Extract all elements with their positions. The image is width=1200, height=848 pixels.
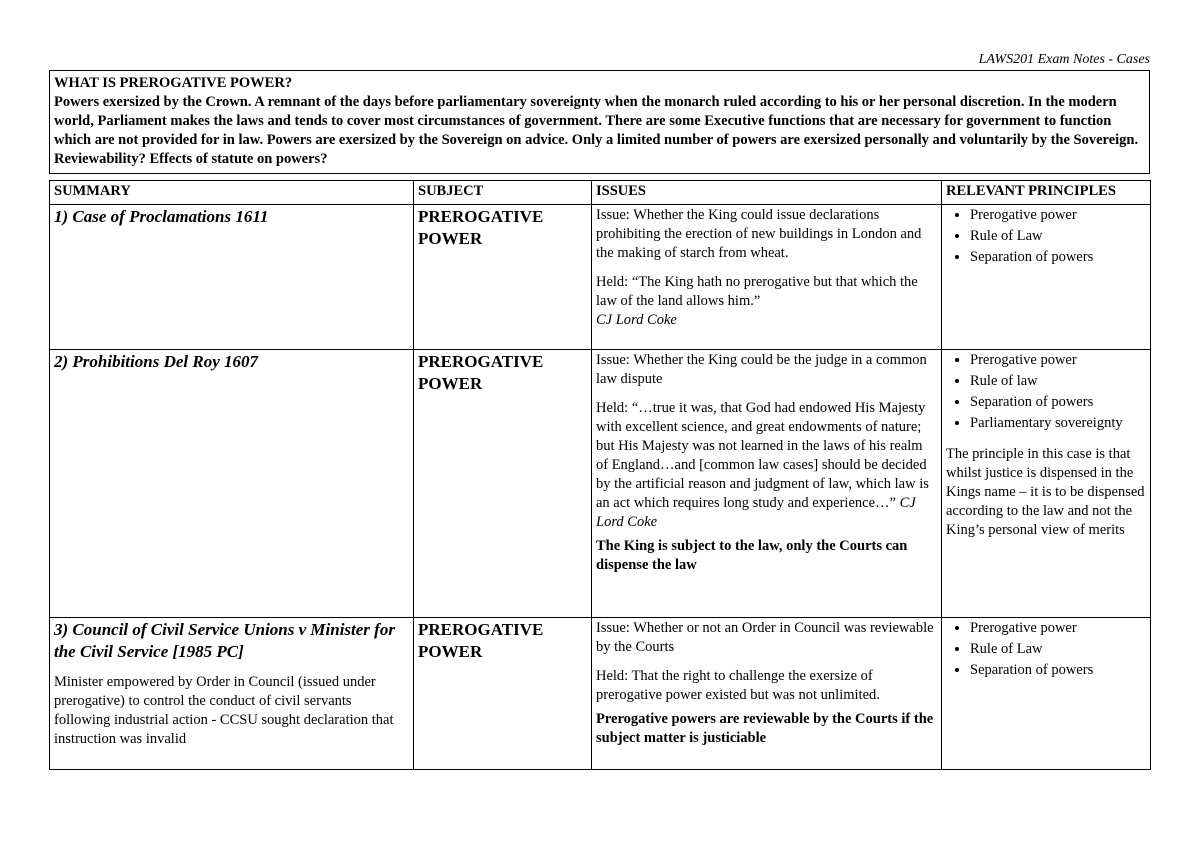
table-row (50, 205, 1151, 350)
principle-item: • Separation of powers (970, 661, 1146, 680)
page-header: LAWS201 Exam Notes - Cases (978, 52, 1150, 67)
subject-cell (414, 350, 592, 618)
summary-cell (50, 618, 414, 770)
principle-item: • Rule of Law (970, 227, 1146, 246)
principle-item: • Separation of powers (970, 248, 1146, 267)
principle-item: • Rule of law (970, 372, 1146, 391)
principle-item: • Parliamentary sovereignty (970, 414, 1146, 433)
held-text: Held: “…true it was, that God had endowed His Majesty with excellent science, and great endowments of nature; but His Majesty was not learned in the laws of his realm of England…and [common law cases] should be decided by the artificial reason and judgment of law, which law is an act which requires long study and experience…” (596, 400, 929, 511)
issues-cell (592, 350, 942, 618)
judge-name: CJ Lord Coke (596, 495, 916, 530)
judge-name: CJ Lord Coke (596, 312, 677, 328)
summary-cell (50, 350, 414, 618)
principles-list (946, 206, 1146, 267)
issues-cell (592, 618, 942, 770)
principle-item: • Prerogative power (970, 351, 1146, 370)
summary-cell (50, 205, 414, 350)
table-row (50, 618, 1151, 770)
principles-list (946, 619, 1146, 680)
subject-cell (414, 205, 592, 350)
issue-text: Issue: Whether the King could issue declarations prohibiting the erection of new buildings in London and the making of starch from wheat. (596, 207, 922, 261)
principle-item: • Rule of Law (970, 640, 1146, 659)
conclusion-text: The King is subject to the law, only the Courts can dispense the law (596, 538, 908, 573)
issues-cell (592, 205, 942, 350)
issue-text: Issue: Whether the King could be the judge in a common law dispute (596, 352, 927, 387)
header-summary: SUMMARY (50, 181, 414, 205)
case-summary: Minister empowered by Order in Council (issued under prerogative) to control the conduct of civil servants following industrial action - CCSU sought declaration that instruction was invalid (54, 674, 394, 747)
case-title: 3) Council of Civil Service Unions v Minister for the Civil Service [1985 PC] (54, 620, 395, 661)
intro-title: WHAT IS PREROGATIVE POWER? (54, 75, 293, 91)
held-text: Held: “The King hath no prerogative but that which the law of the land allows him.” (596, 274, 918, 309)
principles-cell (942, 205, 1151, 350)
cases-table (49, 180, 1151, 770)
principle-item: • Separation of powers (970, 393, 1146, 412)
subject-label: PREROGATIVE POWER (418, 620, 544, 661)
principles-list (946, 351, 1146, 433)
principle-item: • Prerogative power (970, 619, 1146, 638)
principle-note: The principle in this case is that whilst justice is dispensed in the Kings name – it is to be dispensed according to the law and not the King’s personal view of merits (946, 446, 1145, 538)
issue-text: Issue: Whether or not an Order in Council was reviewable by the Courts (596, 620, 934, 655)
case-title: 1) Case of Proclamations 1611 (54, 207, 269, 226)
subject-cell (414, 618, 592, 770)
intro-box (49, 70, 1150, 174)
held-text: Held: That the right to challenge the exersize of prerogative power existed but was not unlimited. (596, 668, 880, 703)
principles-cell (942, 618, 1151, 770)
header-subject: SUBJECT (414, 181, 592, 205)
intro-text: Powers exersized by the Crown. A remnant of the days before parliamentary sovereignty when the monarch ruled according to his or her personal discretion. In the modern world, Parliament makes the laws and tends to cover most circumstances of government. There are some Executive functions that are necessary for government to function which are not provided for in law. Powers are exersized by the Sovereign on advice. Only a limited number of powers are exersized personally and voluntarily by the Sovereign. Reviewability? Effects of statute on powers? (54, 94, 1139, 167)
subject-label: PREROGATIVE POWER (418, 207, 544, 248)
table-row (50, 350, 1151, 618)
header-row (50, 181, 1151, 205)
conclusion-text: Prerogative powers are reviewable by the Courts if the subject matter is justiciable (596, 711, 934, 746)
header-issues: ISSUES (592, 181, 942, 205)
principle-item: • Prerogative power (970, 206, 1146, 225)
principles-cell (942, 350, 1151, 618)
header-principles: RELEVANT PRINCIPLES (942, 181, 1151, 205)
subject-label: PREROGATIVE POWER (418, 352, 544, 393)
case-title: 2) Prohibitions Del Roy 1607 (54, 352, 259, 371)
